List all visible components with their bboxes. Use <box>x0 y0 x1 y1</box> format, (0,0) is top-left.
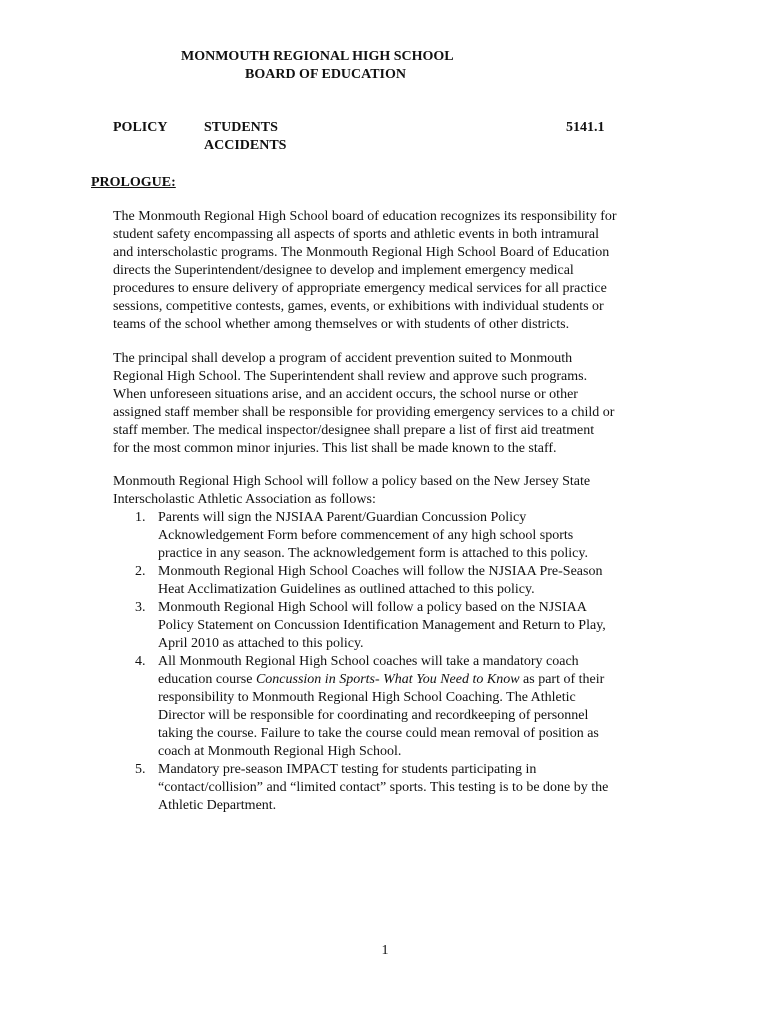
list-item-line-with-course-title <box>158 671 673 689</box>
list-item-line: All Monmouth Regional High School coaches will take a mandatory coach <box>158 654 579 669</box>
list-item <box>113 509 673 563</box>
school-name-heading: MONMOUTH REGIONAL HIGH SCHOOL <box>181 49 454 64</box>
paragraph-line: Monmouth Regional High School will follow a policy based on the New Jersey State <box>113 474 591 489</box>
paragraph-line: Regional High School. The Superintendent shall review and approve such programs. <box>113 369 588 384</box>
policy-subject-line1: STUDENTS <box>204 120 278 135</box>
paragraph-line: and interscholastic programs. The Monmouth Regional High School Board of Education <box>113 245 610 260</box>
policy-subject-line2: ACCIDENTS <box>204 138 287 153</box>
paragraph-line: directs the Superintendent/designee to develop and implement emergency medical <box>113 263 574 278</box>
list-item-line: taking the course. Failure to take the course could mean removal of position as <box>158 726 599 741</box>
list-item-line: responsibility to Monmouth Regional High School Coaching. The Athletic <box>158 690 576 705</box>
list-item <box>113 653 673 761</box>
paragraph-line: When unforeseen situations arise, and an accident occurs, the school nurse or other <box>113 387 578 402</box>
list-item-number: 3. <box>135 600 146 615</box>
list-item <box>113 599 673 653</box>
list-item-line: Policy Statement on Concussion Identification Management and Return to Play, <box>158 618 606 633</box>
list-item-line: “contact/collision” and “limited contact” sports. This testing is to be done by the <box>158 780 609 795</box>
list-item-line: Monmouth Regional High School will follow a policy based on the NJSIAA <box>158 600 587 615</box>
paragraph-line: The principal shall develop a program of accident prevention suited to Monmouth <box>113 351 573 366</box>
paragraph-line: staff member. The medical inspector/designee shall prepare a list of first aid treatment <box>113 423 595 438</box>
numbered-policy-list <box>113 509 673 815</box>
list-item-line: Mandatory pre-season IMPACT testing for students participating in <box>158 762 537 777</box>
list-item-number: 2. <box>135 564 146 579</box>
paragraph-line: sessions, competitive contests, games, events, or exhibitions with individual students or <box>113 299 604 314</box>
paragraph-line: for the most common minor injuries. This list shall be made known to the staff. <box>113 441 557 456</box>
paragraph-line: The Monmouth Regional High School board of education recognizes its responsibility for <box>113 209 617 224</box>
board-heading: BOARD OF EDUCATION <box>245 67 407 82</box>
list-item-line: Acknowledgement Form before commencement of any high school sports <box>158 528 574 543</box>
paragraph-njsiaa-intro <box>113 473 673 509</box>
list-item <box>113 761 673 815</box>
list-item-line: practice in any season. The acknowledgement form is attached to this policy. <box>158 546 588 561</box>
paragraph-line: Interscholastic Athletic Association as follows: <box>113 492 376 507</box>
list-item-line: April 2010 as attached to this policy. <box>158 636 364 651</box>
list-item-number: 1. <box>135 510 146 525</box>
list-item <box>113 563 673 599</box>
course-prefix: education course <box>158 672 256 687</box>
paragraph-line: procedures to ensure delivery of appropriate emergency medical services for all practice <box>113 281 607 296</box>
policy-number: 5141.1 <box>566 120 605 135</box>
list-item-line: coach at Monmouth Regional High School. <box>158 744 402 759</box>
list-item-number: 5. <box>135 762 146 777</box>
paragraph-line: student safety encompassing all aspects of sports and athletic events in both intramural <box>113 227 599 242</box>
list-item-line: Athletic Department. <box>158 798 277 813</box>
list-item-line: Parents will sign the NJSIAA Parent/Guardian Concussion Policy <box>158 510 527 525</box>
list-item-line: Monmouth Regional High School Coaches will follow the NJSIAA Pre-Season <box>158 564 603 579</box>
list-item-line: Heat Acclimatization Guidelines as outlined attached to this policy. <box>158 582 535 597</box>
prologue-heading: PROLOGUE: <box>91 175 176 190</box>
list-item-number: 4. <box>135 654 146 669</box>
course-title: Concussion in Sports- What You Need to Know <box>255 672 520 687</box>
list-item-line: Director will be responsible for coordinating and recordkeeping of personnel <box>158 708 589 723</box>
paragraph-line: assigned staff member shall be responsible for providing emergency services to a child or <box>113 405 615 420</box>
page-number: 1 <box>381 943 389 958</box>
paragraph-line: teams of the school whether among themselves or with students of other districts. <box>113 317 570 332</box>
paragraph-accident-prevention <box>113 350 673 458</box>
policy-label: POLICY <box>113 120 168 135</box>
paragraph-responsibility <box>113 208 673 334</box>
course-suffix: as part of their <box>519 672 605 687</box>
